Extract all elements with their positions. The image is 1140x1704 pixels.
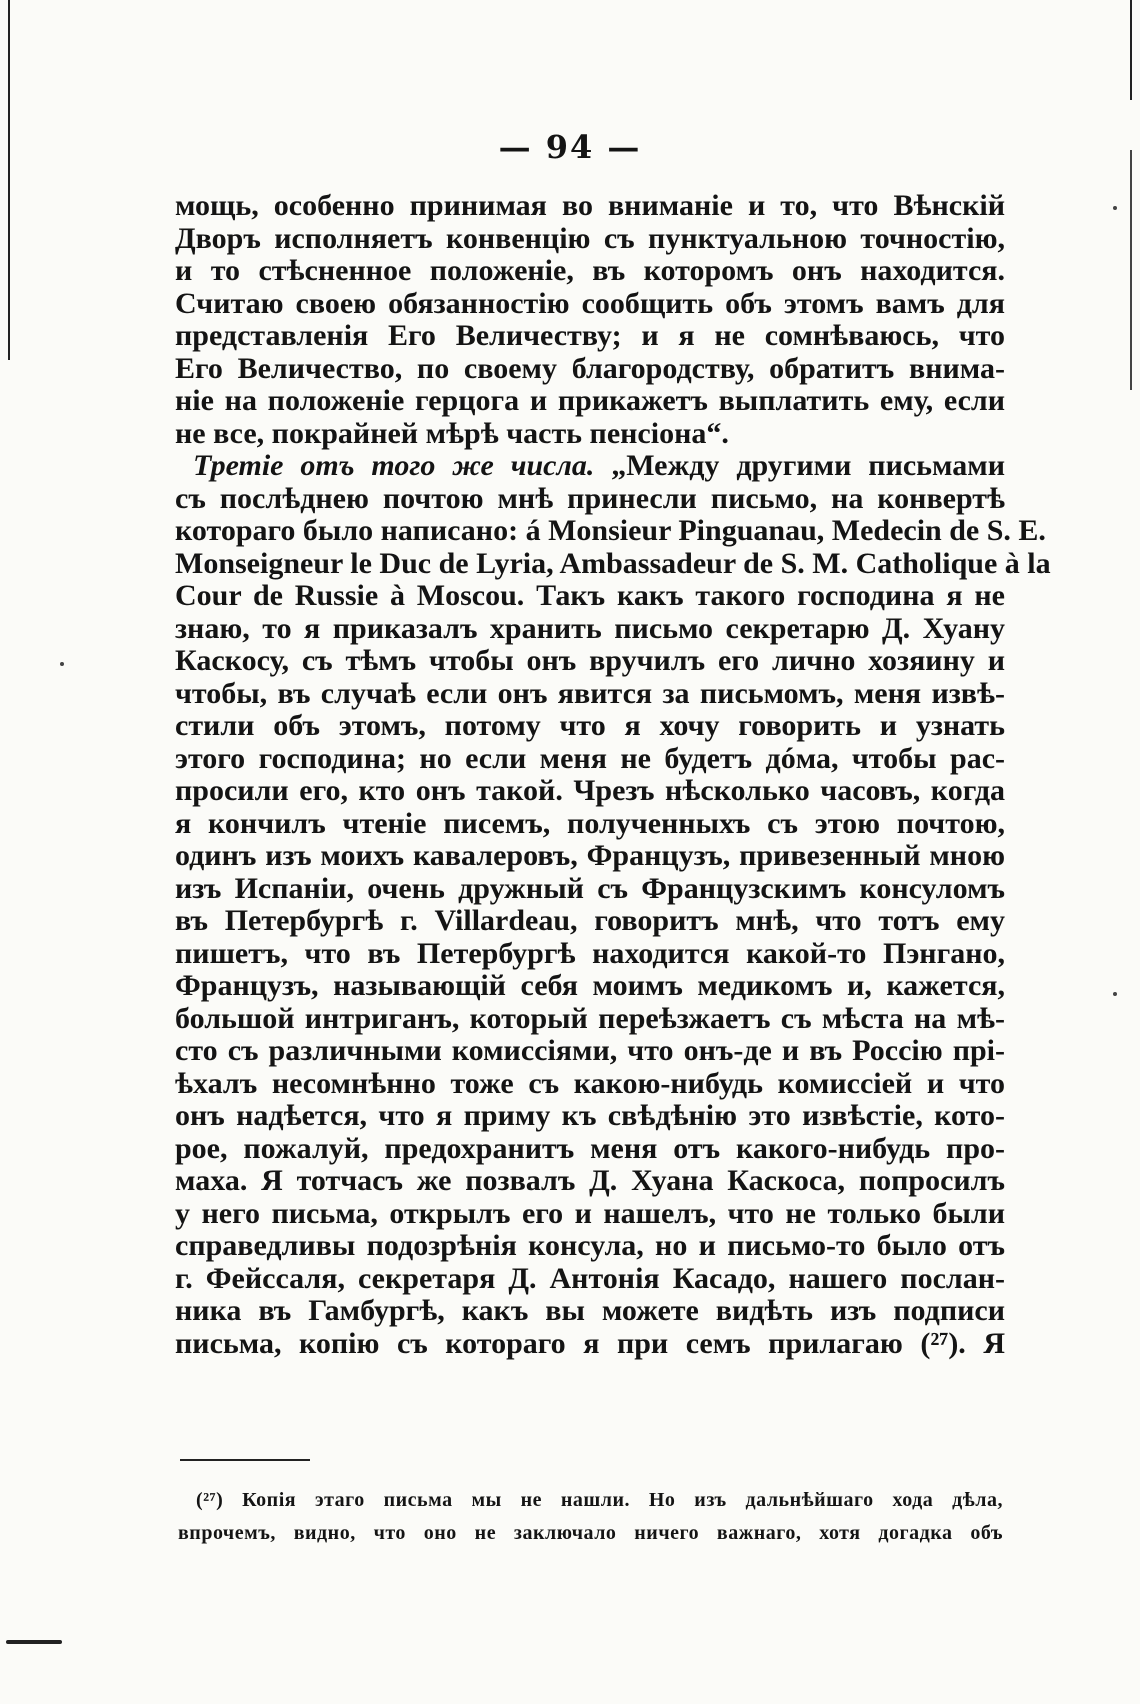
text-line: ника въ Гамбургѣ, какъ вы можете видѣть изъ подписи [175,1294,1005,1327]
text-line: котораго было написано: á Monsieur Pinguanau, Medecin de S. E. [175,514,1046,547]
scan-dot [60,662,64,666]
footnotes [178,1484,1003,1550]
scan-dot [1113,206,1117,210]
text-line: знаю, то я приказалъ хранить письмо секретарю Д. Хуану [175,611,1005,645]
text-line: справедливы подозрѣнія консула, но и письмо-то было отъ [175,1229,1005,1262]
scan-edge-left [8,0,10,360]
footnote-line: впрочемъ, видно, что оно не заключало ничего важнаго, хотя догадка объ [178,1522,1003,1544]
scan-edge-right-lower [1130,150,1132,390]
text-line: Cour de Russie à Moscou. Такъ какъ такого господина я не [175,579,1005,612]
text-line: Каскосу, съ тѣмъ чтобы онъ вручилъ его лично хозяину и [175,644,1005,677]
letter-date-heading: Третіе отъ того же числа. [193,449,595,482]
text-line: ѣхалъ несомнѣнно тоже съ какою-нибудь комиссіей и что [175,1066,1005,1100]
text-line: съ послѣднею почтою мнѣ принесли письмо, на конвертѣ [175,481,1005,515]
text-line: ніе на положеніе герцога и прикажетъ выплатить ему, если [175,384,1005,417]
page-number: — 94 — [498,128,642,166]
text-line: я кончилъ чтеніе писемъ, полученныхъ съ этою почтою, [175,806,1005,840]
scan-dot [1113,992,1117,996]
text-line: просили его, кто онъ такой. Чрезъ нѣсколько часовъ, когда [175,774,1005,807]
text-line: Его Величество, по своему благородству, обратитъ внима- [175,351,1005,385]
text-line: Monseigneur le Duc de Lyria, Ambassadeur de S. M. Catholique à la [175,546,1051,580]
text-line: рое, пожалуй, предохранитъ меня отъ какого-нибудь про- [175,1131,1005,1165]
text-line: сто съ различными комиссіями, что онъ-де и въ Россію прі- [175,1034,1005,1067]
text-line: у него письма, открылъ его и нашелъ, что не только были [175,1196,1005,1230]
text-line: этого господина; но если меня не будетъ дóма, чтобы рас- [175,741,1005,775]
text-line: Французъ, называющій себя моимъ медикомъ и, кажется, [175,969,1005,1002]
body-text [175,189,1051,1360]
text-line: мощь, особенно принимая во вниманіе и то, что Вѣнскій [175,189,1005,222]
paragraph-heading-line [175,450,1005,483]
scan-mark [6,1640,62,1644]
footnote-divider [180,1459,310,1461]
text-line: Дворъ исполняетъ конвенцію съ пунктуальною точностію, [175,221,1005,255]
text-line: пишетъ, что въ Петербургѣ находится какой-то Пэнгано, [175,936,1005,970]
text-line: маха. Я тотчасъ же позвалъ Д. Хуана Каскоса, попросилъ [175,1164,1005,1197]
footnote-line: (²⁷) Копія этаго письма мы не нашли. Но изъ дальнѣйшаго хода дѣла, [196,1489,1003,1511]
text-line: г. Фейссаля, секретаря Д. Антонія Касадо, нашего послан- [175,1261,1005,1295]
text-line: онъ надѣется, что я приму къ свѣдѣнію это извѣстіе, кото- [175,1099,1005,1132]
text-line: въ Петербургѣ г. Villardeau, говоритъ мнѣ, что тотъ ему [175,904,1005,937]
text-line: не все, покрайней мѣрѣ часть пенсіона“. [175,416,729,450]
text-line: одинъ изъ моихъ кавалеровъ, Французъ, привезенный мною [175,839,1005,872]
text-line: письма, копію съ котораго я при семъ прилагаю (²⁷). Я [175,1326,1005,1360]
scan-edge-right [1130,0,1132,100]
text-line: представленія Его Величеству; и я не сомнѣваюсь, что [175,319,1005,352]
text-line: большой интриганъ, который переѣзжаетъ съ мѣста на мѣ- [175,1001,1005,1035]
text-line: и то стѣсненное положеніе, въ которомъ онъ находится. [175,254,1005,287]
text-line: Считаю своею обязанностію сообщить объ этомъ вамъ для [175,286,1005,320]
text-line: стили объ этомъ, потому что я хочу говорить и узнать [175,709,1005,742]
text-line: чтобы, въ случаѣ если онъ явится за письмомъ, меня извѣ- [175,676,1005,710]
text-fragment: „Между другими письмами [594,449,1006,482]
text-line: изъ Испаніи, очень дружный съ Французскимъ консуломъ [175,871,1005,905]
